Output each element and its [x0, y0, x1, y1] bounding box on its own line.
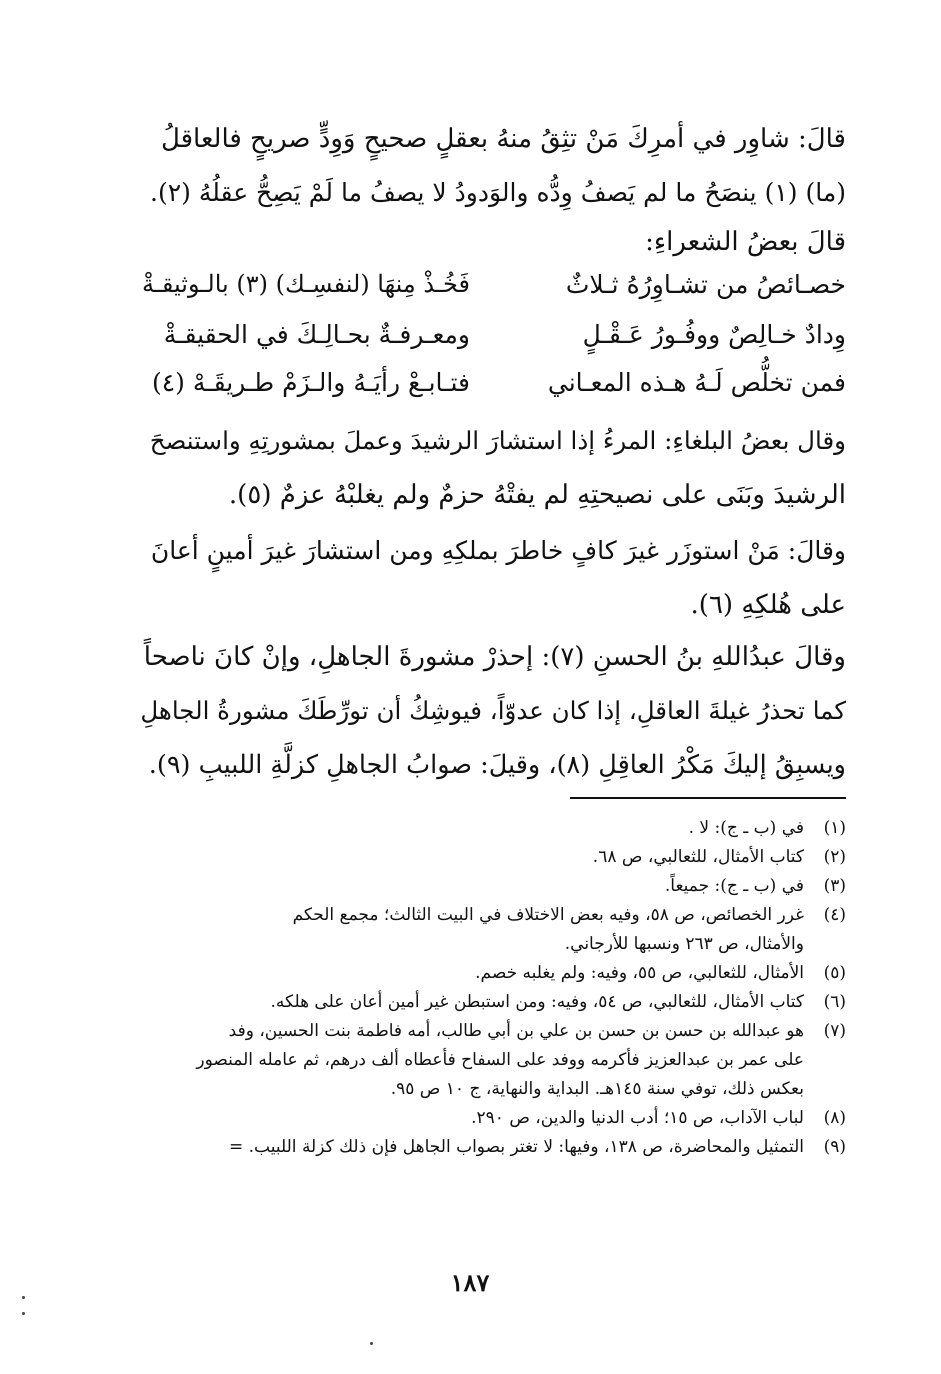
- page-number: ١٨٧: [450, 1268, 490, 1297]
- footnote-text: بعكس ذلك، توفي سنة ١٤٥هـ. البداية والنهاية، ج ١٠ ص ٩٥.: [390, 1079, 804, 1099]
- footnote-text: والأمثال، ص ٢٦٣ ونسبها للأرجاني.: [564, 934, 804, 954]
- footnote: [140, 1133, 846, 1162]
- text-line: على هُلكِهِ (٦).: [690, 590, 846, 620]
- verse-hemistich-second: فتـابـعْ رأيَـهُ والـزَمْ طـريقَـهْ (٤): [151, 368, 470, 397]
- footnote-text: في (ب ـ ج): لا .: [688, 818, 804, 838]
- footnote-text: كتاب الأمثال، للثعالبي، ص ٦٨.: [592, 847, 804, 867]
- footnote: [140, 959, 846, 988]
- footnote-text: التمثيل والمحاضرة، ص ١٣٨، وفيها: لا تغتر بصواب الجاهل فإن ذلك كزلة اللبيب. =: [229, 1137, 804, 1157]
- paragraph-1: [140, 112, 846, 220]
- footnote-text: في (ب ـ ج): جميعاً.: [664, 876, 804, 896]
- verse-hemistich-first: خصـائصُ من تشـاوِرُهُ ثـلاثٌ: [565, 270, 846, 299]
- footnote: [140, 843, 846, 872]
- footnote: [140, 1017, 846, 1104]
- poem-intro: قالَ بعضُ الشعراءِ:: [645, 227, 846, 257]
- footnote-text: هو عبدالله بن حسن بن حسن بن علي بن أبي طالب، أمه فاطمة بنت الحسين، وفد: [228, 1021, 804, 1041]
- verse-hemistich-first: وِدادٌ خـالِصٌ ووفُـورُ عَـقْـلٍ: [582, 320, 846, 349]
- verse-line: [140, 368, 846, 418]
- footnote-number: (٣): [823, 876, 846, 896]
- text-line: (ما) (١) ينصَحُ ما لم يَصفُ وِدُّه والوَدودُ لا يصفُ ما لَمْ يَصِحُّ عقلُهُ (٢).: [150, 178, 846, 207]
- footnote-text: الأمثال، للثعالبي، ص ٥٥، وفيه: ولم يغلبه خصم.: [475, 963, 804, 983]
- footnote-number: (٧): [823, 1021, 846, 1041]
- text-line: وقالَ: مَنْ استوزَر غيرَ كافٍ خاطرَ بملكِهِ ومن استشارَ غيرَ أمينٍ أعانَ: [150, 536, 846, 565]
- verse-hemistich-first: فمن تخلُّص لَـهُ هـذه المعـاني: [547, 368, 846, 397]
- scan-speck: [22, 1312, 25, 1315]
- scan-speck: [22, 1296, 25, 1299]
- footnote-text: على عمر بن عبدالعزيز فأكرمه ووفد على السفاح فأعطاه ألف درهم، ثم عامله المنصور: [196, 1050, 804, 1070]
- footnotes: [140, 814, 846, 1162]
- text-line: قالَ: شاوِر في أمرِكَ مَنْ تثِقُ منهُ بعقلٍ صحيحٍ وَوِدٍّ صريحٍ فالعاقلُ: [160, 124, 846, 154]
- footnote: [140, 872, 846, 901]
- paragraph-3: [140, 524, 846, 632]
- footnote-number: (٢): [823, 847, 846, 867]
- footnote: [140, 988, 846, 1017]
- text-line: وقال بعضُ البلغاءِ: المرءُ إذا استشارَ الرشيدَ وعملَ بمشورتِهِ واستنصحَ: [149, 426, 846, 455]
- footnote-text: غرر الخصائص، ص ٥٨، وفيه بعض الاختلاف في البيت الثالث؛ مجمع الحكم: [292, 905, 804, 925]
- footnote: [140, 1104, 846, 1133]
- footnote-number: (٨): [823, 1108, 846, 1128]
- footnote-text: كتاب الأمثال، للثعالبي، ص ٥٤، وفيه: ومن استبطن غير أمين أعان على هلكه.: [270, 992, 804, 1012]
- footnote-separator: [570, 797, 846, 799]
- text-line: كما تحذرُ غيلةَ العاقلِ، إذا كان عدوّاً، فيوشِكُ أن تورِّطَكَ مشورةُ الجاهلِ: [140, 696, 846, 725]
- footnote-number: (٥): [823, 963, 846, 983]
- footnote: [140, 901, 846, 959]
- footnote-number: (٤): [823, 905, 846, 925]
- paragraph-2: [140, 414, 846, 522]
- footnote: [140, 814, 846, 843]
- paragraph-4: [140, 630, 846, 792]
- footnote-number: (٦): [823, 992, 846, 1012]
- verse-line: [140, 320, 846, 370]
- verse-hemistich-second: ومعـرفـةٌ بحـالِـكَ في الحقيقـةْ: [163, 320, 470, 349]
- footnote-number: (٩): [823, 1137, 846, 1157]
- text-line: ويسبِقُ إليكَ مَكْرُ العاقِلِ (٨)، وقيلَ: صوابُ الجاهلِ كزلَّةِ اللبيبِ (٩).: [148, 750, 846, 780]
- verse-line: [140, 270, 846, 320]
- text-line: وقالَ عبدُاللهِ بنُ الحسنِ (٧): إحذرْ مشورةَ الجاهلِ، وإنْ كانَ ناصحاً: [143, 642, 846, 672]
- verse-hemistich-second: فَخُـذْ مِنهَا (لنفسِـك) (٣) بالـوثيقـةْ: [142, 270, 470, 298]
- scan-speck: [370, 1342, 373, 1345]
- footnote-number: (١): [823, 818, 846, 838]
- footnote-text: لباب الآداب، ص ١٥؛ أدب الدنيا والدين، ص ٢٩٠.: [471, 1108, 804, 1128]
- text-line: الرشيدَ وبَنَى على نصيحتِهِ لم يفتْهُ حزمٌ ولم يغلبْهُ عزمٌ (٥).: [228, 480, 846, 510]
